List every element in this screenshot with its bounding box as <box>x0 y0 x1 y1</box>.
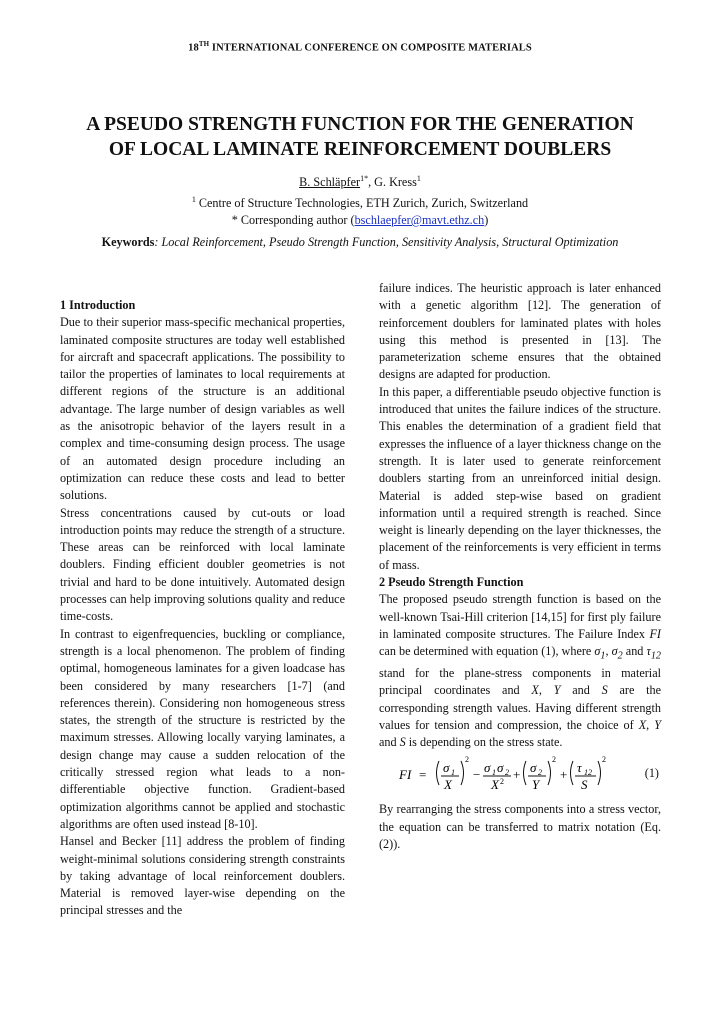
author-2: G. Kress <box>374 175 417 190</box>
svg-text:Y: Y <box>532 777 540 793</box>
svg-text:σ: σ <box>484 760 491 776</box>
intro-paragraph-2: Stress concentrations caused by cut-outs or load introduction points may reduce the strength of a structure. These areas can be reinforced with local laminate doublers. Finding efficient doubler geometries is not trivial and hard to be done intuitively. Automated design processes can help improving solutions quality and reduce time-costs. <box>60 505 345 624</box>
right-paragraph-2: In this paper, a differentiable pseudo objective function is introduced that unites the failure indices of the structure. This enables the determination of a gradient field that expresses the influence of a layer thickness change on the strength. It is later used to generate reinforcement doublers starting from an unreinforced initial design. Material is added step-wise based on gradient information until a required strength is reached. Since weight is linearly depending on the layer thicknesses, the placement of the reinforcements is very efficient in terms of mass. <box>379 384 661 572</box>
equation-number: (1) <box>644 766 659 781</box>
paper-title <box>60 112 660 162</box>
eq-lhs: FI <box>399 767 412 783</box>
title-line-2: OF LOCAL LAMINATE REINFORCEMENT DOUBLERS <box>108 139 612 160</box>
section-heading-introduction: 1 Introduction <box>60 298 136 312</box>
svg-text:2: 2 <box>505 768 509 778</box>
author-1: B. Schläpfer <box>299 175 361 190</box>
right-paragraph-1: failure indices. The heuristic approach is later enhanced with a genetic algorithm [12]. The generation of reinforcement doublers for laminated plates with holes using this method is presented in [13]. The parameterization scheme ensures that the obtained designs are adapted for production. <box>379 281 661 382</box>
title-line-1: A PSEUDO STRENGTH FUNCTION FOR THE GENERATION <box>86 114 634 135</box>
eq-paren-right-4 <box>598 761 601 785</box>
svg-text:σ: σ <box>443 760 450 776</box>
intro-paragraph-1: Due to their superior mass-specific mechanical properties, laminated composite structures are today well established for aircraft and spacecraft applications. The possibility to tailor the properties of laminates to local requirements at different regions of the structure is an additional advantage. The large number of design variables as well as the anisotropic behavior of the layers result in a complex and time-consuming design process. The usage of an automated design procedure including an optimization can reduce these costs and lead to better solutions. <box>60 315 345 503</box>
equation-1-formula <box>399 753 619 797</box>
svg-text:12: 12 <box>584 768 592 778</box>
keywords-text: : Local Reinforcement, Pseudo Strength Function, Sensitivity Analysis, Structural Optimization <box>154 235 619 249</box>
email-link[interactable]: bschlaepfer@mavt.ethz.ch <box>354 213 485 228</box>
svg-text:2: 2 <box>538 768 542 778</box>
svg-text:2: 2 <box>552 755 556 765</box>
intro-paragraph-3: In contrast to eigenfrequencies, buckling or compliance, strength is a local phenomenon. The problem of finding optimal, homogeneous laminates for a given loadcase has been considered by many researchers [1-7] (and references therein). Considering non homogeneous stress states, the strength of the structure is restricted by the maximum stresses. Allowing locally varying laminates, a design change may cause a sudden relocation of the critically stressed region what leads to a non-differentiable objective function. Gradient-based optimization algorithms cannot be applied and stochastic algorithms are often used instead [8-10]. <box>60 626 345 831</box>
eq-paren-right-3 <box>548 761 551 785</box>
svg-text:+: + <box>560 767 568 783</box>
equation-1 <box>379 753 661 797</box>
corresponding-author: * Corresponding author (bschlaepfer@mavt.ethz.ch) <box>231 213 489 228</box>
svg-text:σ: σ <box>530 760 537 776</box>
right-column <box>379 280 661 853</box>
eq-paren-left-1 <box>437 761 440 785</box>
eq-paren-right-1 <box>461 761 464 785</box>
left-column <box>60 297 345 920</box>
right-paragraph-4: By rearranging the stress components into a stress vector, the equation can be transferred to matrix notation (Eq. (2)). <box>379 802 661 852</box>
author-line: B. Schläpfer$^{1*}$, G. Kress$^1$ <box>299 174 421 190</box>
intro-paragraph-4: Hansel and Becker [11] address the problem of finding weight-minimal solutions considering strength constraints by taking advantage of local reinforcement doublers. Material is removed layer-wise depending on the principal stresses and the <box>60 834 345 918</box>
affiliation: $^1$ Centre of Structure Technologies, ETH Zurich, Zurich, Switzerland <box>191 195 529 211</box>
conference-header: 18TH INTERNATIONAL CONFERENCE ON COMPOSITE MATERIALS <box>188 40 532 54</box>
svg-text:2: 2 <box>465 755 469 765</box>
keywords <box>95 234 625 251</box>
svg-text:σ: σ <box>497 760 504 776</box>
svg-text:+: + <box>513 767 521 783</box>
keywords-label: Keywords <box>101 235 155 249</box>
svg-text:2: 2 <box>500 777 504 787</box>
svg-text:X: X <box>444 777 452 793</box>
svg-text:τ: τ <box>577 760 582 776</box>
authors-block <box>60 170 660 229</box>
svg-text:1: 1 <box>451 768 455 778</box>
eq-equals: = <box>419 767 427 783</box>
section-heading-pseudo-strength: 2 Pseudo Strength Function <box>379 575 524 590</box>
right-paragraph-3: The proposed pseudo strength function is based on the well-known Tsai-Hill criterion [14,15] for first ply failure in laminated composite structures. The Failure Index FI can be determined with equation (1), where $\sigma_1$, $\sigma_2$ and $\tau_{12}$ stand for the plane-stress components in material principal coordinates and X, Y and S are the corresponding strength values. Having different strength values for tension and compression, the choice of X, Y and S is depending on the stress state. <box>379 592 662 750</box>
svg-text:−: − <box>473 767 481 783</box>
svg-text:2: 2 <box>602 755 606 765</box>
svg-text:S: S <box>581 777 588 793</box>
eq-paren-left-3 <box>524 761 527 785</box>
svg-text:1: 1 <box>492 768 496 778</box>
eq-paren-left-4 <box>571 761 574 785</box>
svg-text:X: X <box>491 777 499 793</box>
